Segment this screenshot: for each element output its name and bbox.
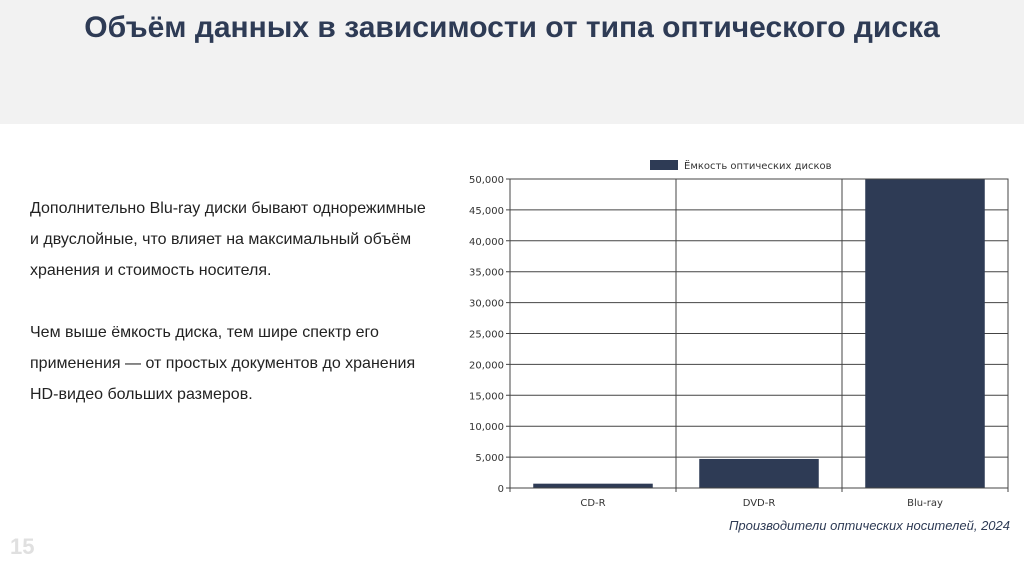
legend-swatch [650,160,678,170]
y-tick-label: 20,000 [469,360,504,372]
slide-title: Объём данных в зависимости от типа оптического диска [84,11,940,44]
y-tick-label: 0 [497,484,504,495]
title-banner [0,0,1024,124]
body-text [30,193,430,441]
bar-blu-ray [865,179,985,488]
legend-label: Ёмкость оптических дисков [684,161,832,172]
capacity-bar-chart [450,148,1010,518]
paragraph-2: Чем выше ёмкость диска, тем шире спектр его применения — от простых документов до хранения HD-видео больших размеров. [30,324,416,403]
x-tick-label: CD-R [580,498,606,509]
y-tick-label: 30,000 [469,298,504,310]
y-tick-label: 45,000 [469,205,504,217]
y-tick-label: 15,000 [469,391,504,403]
slide-number: 15 [10,534,35,559]
y-tick-label: 5,000 [475,453,504,465]
source-caption: Производители оптических носителей, 2024 [728,518,1010,533]
bar-dvd-r [699,459,819,488]
x-tick-label: Blu-ray [907,498,943,509]
x-tick-label: DVD-R [742,498,776,509]
y-tick-label: 10,000 [469,422,504,434]
paragraph-1: Дополнительно Blu-ray диски бывают однорежимные и двуслойные, что влияет на максимальный объём хранения и стоимость носителя. [30,200,426,279]
bar-cd-r [533,484,653,488]
y-tick-label: 40,000 [469,236,504,248]
y-tick-label: 35,000 [469,267,504,279]
y-tick-label: 25,000 [469,329,504,341]
y-tick-label: 50,000 [469,175,504,186]
